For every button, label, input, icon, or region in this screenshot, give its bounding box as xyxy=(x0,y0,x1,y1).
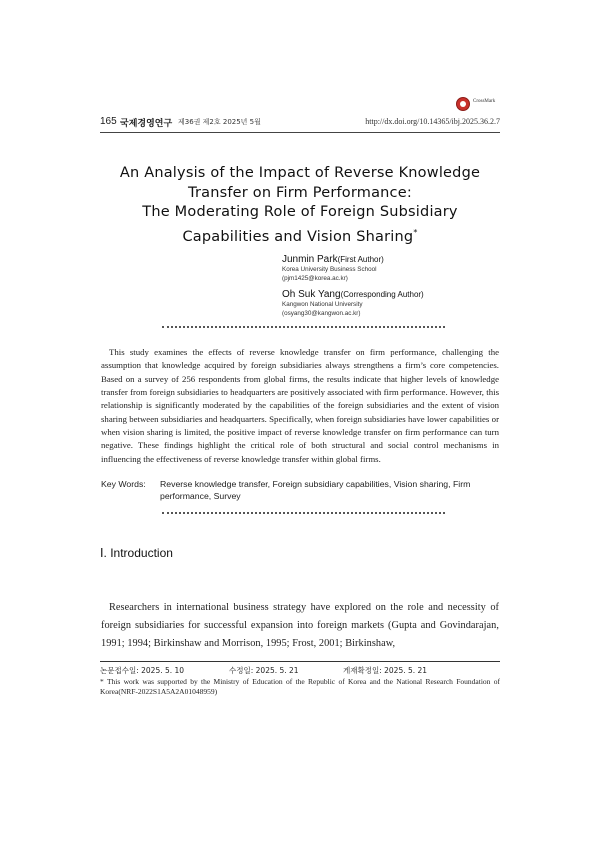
running-header xyxy=(100,116,500,130)
abstract: This study examines the effects of reverse knowledge transfer on firm performance, challenging the assumption that knowledge acquired by foreign subsidiaries always strengthens a firm’s core competencies. Based on a survey of 256 respondents from global firms, the results indicate that higher levels of knowledge transfer from foreign subsidiaries to headquarters are positively associated with firm performance. However, this relationship is significantly moderated by the capabilities of the foreign subsidiaries and the extent of vision sharing between subsidiaries and headquarters. Specifically, when foreign subsidiaries have lower capabilities or when vision sharing is limited, the positive impact of reverse knowledge transfer on firm performance can turn negative. These findings highlight the critical role of both structural and social control mechanisms in influencing the effectiveness of reverse knowledge transfer within global firms. xyxy=(101,347,499,464)
title-line: Transfer on Firm Performance: xyxy=(188,184,412,201)
keywords-text: Reverse knowledge transfer, Foreign subsidiary capabilities, Vision sharing, Firm performance, Survey xyxy=(160,479,471,501)
doi-link[interactable]: http://dx.doi.org/10.14365/ibj.2025.36.2.7 xyxy=(365,117,500,126)
issue-info: 제36권 제2호 2025년 5월 xyxy=(178,118,261,126)
accepted-date: 게재확정일: 2025. 5. 21 xyxy=(343,666,428,675)
author-name: Junmin Park xyxy=(282,254,338,265)
dotted-divider-bottom xyxy=(162,512,445,517)
author-email[interactable]: (osyang30@kangwon.ac.kr) xyxy=(282,309,361,317)
title-line: The Moderating Role of Foreign Subsidiary xyxy=(142,204,458,220)
dotted-divider-top xyxy=(162,326,445,331)
author-affiliation: Korea University Business School xyxy=(282,266,377,273)
title-line: Capabilities and Vision Sharing* xyxy=(182,227,418,245)
keywords-label: Key Words: xyxy=(101,479,146,489)
received-date: 논문접수일: 2025. 5. 10 xyxy=(100,666,185,675)
crossmark-icon xyxy=(456,97,470,111)
paper-title xyxy=(100,164,500,247)
title-footnote-marker: * xyxy=(413,227,418,237)
footnote-rule xyxy=(100,661,500,662)
funding-note: * This work was supported by the Ministry of Education of the Republic of Korea and the National Research Foundation of Korea(NRF-2022S1A5A2A01048959) xyxy=(100,677,500,696)
author-block xyxy=(282,254,512,318)
author-first xyxy=(282,254,512,266)
author-email[interactable]: (pjm1425@korea.ac.kr) xyxy=(282,274,348,282)
body-paragraph: Researchers in international business strategy have explored on the role and necessity of foreign subsidiaries for successful expansion into foreign markets (Gupta and Govindarajan, 1991; 1994; Birkinshaw and Morrison, 1995; Frost, 2001; Birkinshaw, xyxy=(101,602,499,650)
author-corresponding xyxy=(282,289,512,301)
revised-date: 수정일: 2025. 5. 21 xyxy=(229,666,299,675)
author-role: (First Author) xyxy=(337,255,384,264)
author-affiliation: Kangwon National University xyxy=(282,301,363,308)
author-name: Oh Suk Yang xyxy=(282,289,341,300)
page-number: 165 xyxy=(100,116,117,127)
header-rule xyxy=(100,132,500,133)
crossmark-label: CrossMark xyxy=(473,99,496,104)
section-heading: Ⅰ. Introduction xyxy=(100,546,173,560)
crossmark-logo[interactable] xyxy=(456,97,526,113)
author-role: (Corresponding Author) xyxy=(340,290,424,299)
title-line: An Analysis of the Impact of Reverse Knowledge xyxy=(119,165,481,181)
journal-name: 국제경영연구 xyxy=(120,119,173,129)
